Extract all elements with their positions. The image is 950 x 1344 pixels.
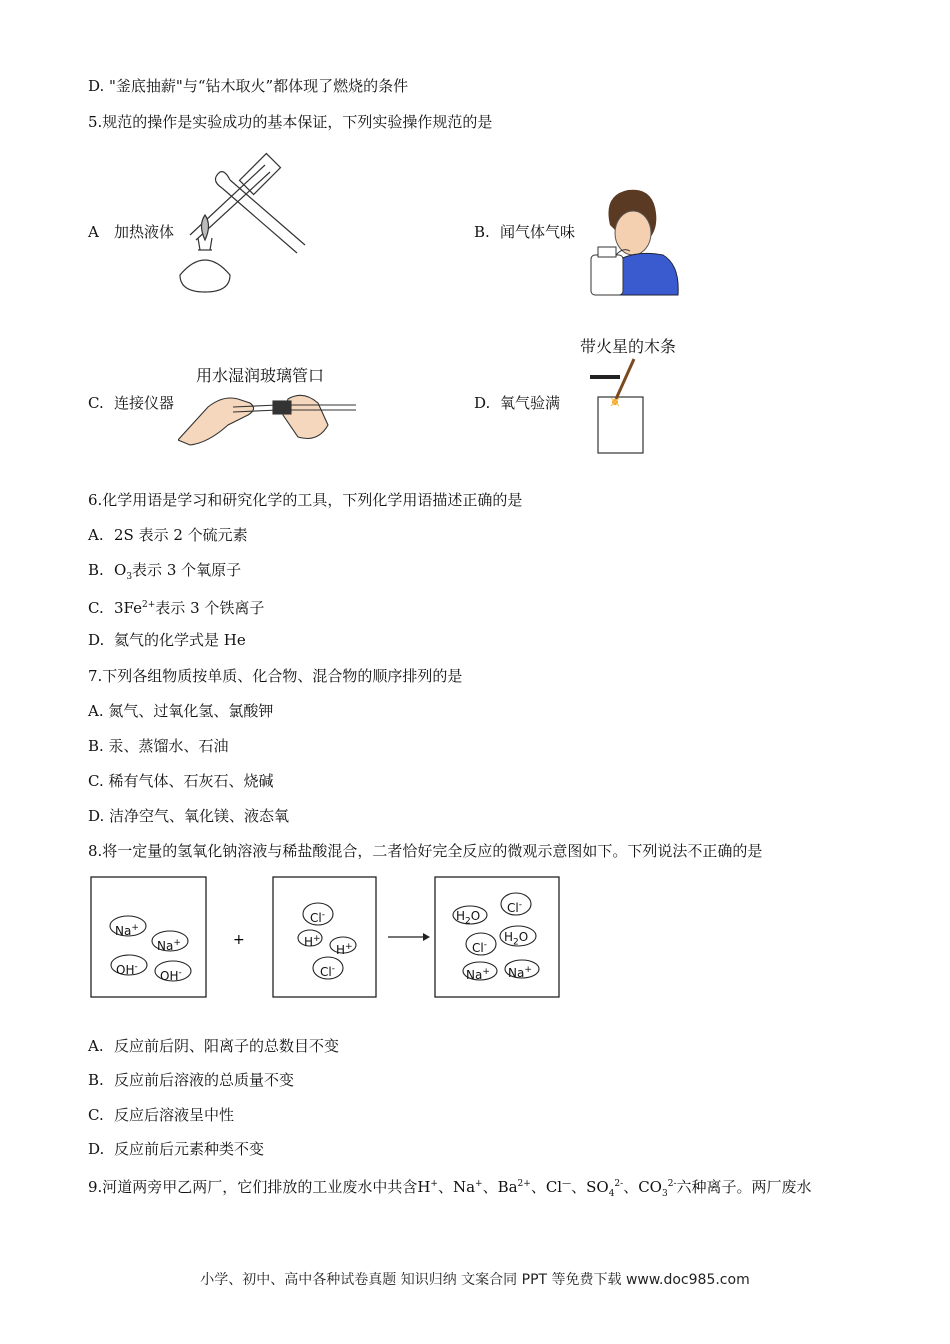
glowing-splint-caption: 带火星的木条 bbox=[580, 337, 677, 356]
option-letter: C. bbox=[88, 599, 104, 617]
option-letter: C. bbox=[88, 394, 104, 412]
ion-na: Na+ bbox=[466, 967, 490, 982]
option-text: 反应前后元素种类不变 bbox=[114, 1140, 265, 1158]
option-text: 连接仪器 bbox=[114, 394, 175, 412]
superscript: 2+ bbox=[142, 600, 156, 610]
option-text: 2S 表示 2 个硫元素 bbox=[114, 526, 248, 544]
q5-option-c bbox=[88, 393, 174, 413]
option-text: 反应前后溶液的总质量不变 bbox=[114, 1071, 295, 1089]
after-box bbox=[435, 877, 559, 997]
q8-option-b bbox=[88, 1070, 294, 1090]
q7-option-d: D. 洁净空气、氧化镁、液态氧 bbox=[88, 807, 290, 825]
option-text: 闻气体气味 bbox=[500, 223, 576, 241]
option-letter: A bbox=[88, 223, 99, 241]
option-letter: D. bbox=[474, 394, 491, 412]
option-text: 反应后溶液呈中性 bbox=[114, 1106, 235, 1124]
q6-option-a bbox=[88, 525, 248, 545]
molecule-h2o: $H_2O$ bbox=[456, 909, 481, 927]
option-text: 反应前后阴、阳离子的总数目不变 bbox=[114, 1037, 340, 1055]
before-box-naoh bbox=[91, 877, 206, 997]
formula: 3Fe bbox=[114, 599, 143, 617]
q6-option-c bbox=[88, 595, 264, 618]
q8-option-c bbox=[88, 1105, 234, 1125]
ion-na: Na+ bbox=[115, 923, 139, 938]
q7-option-b: B. 汞、蒸馏水、石油 bbox=[88, 737, 229, 755]
q6-option-b bbox=[88, 560, 241, 587]
subscript: 3 bbox=[126, 572, 133, 582]
option-text: 氧气验满 bbox=[500, 394, 561, 412]
smelling-gas-figure bbox=[588, 185, 683, 297]
ion-h: H+ bbox=[304, 934, 321, 949]
q5-option-d bbox=[474, 393, 560, 413]
option-text: 表示 3 个氧原子 bbox=[132, 561, 242, 579]
question-7-stem: 7.下列各组物质按单质、化合物、混合物的顺序排列的是 bbox=[88, 667, 463, 685]
q5-option-a bbox=[88, 222, 174, 242]
option-letter: D. bbox=[88, 1140, 105, 1158]
option-text: 氦气的化学式是 He bbox=[114, 631, 246, 649]
option-letter: A. bbox=[88, 526, 104, 544]
option-letter: A. bbox=[88, 1037, 104, 1055]
question-9-stem: 9.河道两旁甲乙两厂，它们排放的工业废水中共含H+、Na+、$Ba^{2+}$、Cl—、$SO_4^{2-}$、$CO_3^{2-}$六种离子。两厂废水 bbox=[88, 1178, 812, 1199]
ion-oh: OH- bbox=[116, 962, 138, 977]
question-6-stem: 6.化学用语是学习和研究化学的工具，下列化学用语描述正确的是 bbox=[88, 491, 523, 509]
connecting-apparatus-figure bbox=[178, 385, 358, 447]
q7-option-a: A. 氮气、过氧化氢、氯酸钾 bbox=[88, 702, 274, 720]
ion-na: Na+ bbox=[508, 965, 532, 980]
plus-sign: + bbox=[233, 932, 245, 948]
q8-option-a bbox=[88, 1036, 339, 1056]
formula: O bbox=[114, 561, 127, 579]
question-5-stem: 5.规范的操作是实验成功的基本保证，下列实验操作规范的是 bbox=[88, 113, 493, 131]
option-text: 表示 3 个铁离子 bbox=[155, 599, 265, 617]
ion-oh: OH- bbox=[160, 968, 182, 983]
oxygen-test-figure bbox=[586, 357, 651, 455]
heating-liquid-figure bbox=[170, 150, 320, 300]
ion-cl: Cl- bbox=[507, 900, 522, 915]
ion-na: Na+ bbox=[157, 938, 181, 953]
q8-option-d bbox=[88, 1139, 264, 1159]
option-text: 加热液体 bbox=[114, 223, 175, 241]
q6-option-d bbox=[88, 630, 246, 650]
q4-option-d: D. "釜底抽薪"与“钻木取火”都体现了燃烧的条件 bbox=[88, 77, 409, 95]
option-letter: B. bbox=[474, 223, 490, 241]
page-footer: 小学、初中、高中各种试卷真题 知识归纳 文案合同 PPT 等免费下载 www.doc985.com bbox=[200, 1272, 750, 1288]
option-letter: D. bbox=[88, 631, 105, 649]
q5-option-b bbox=[474, 222, 575, 242]
question-8-stem: 8.将一定量的氢氧化钠溶液与稀盐酸混合，二者恰好完全反应的微观示意图如下。下列说法不正确的是 bbox=[88, 842, 763, 860]
option-letter: B. bbox=[88, 1071, 104, 1089]
connect-apparatus-caption: 用水湿润玻璃管口 bbox=[196, 366, 325, 385]
molecule-h2o: $H_2O$ bbox=[504, 930, 529, 948]
ion-cl: Cl- bbox=[472, 940, 487, 955]
ion-cl: Cl- bbox=[320, 964, 335, 979]
option-letter: B. bbox=[88, 561, 104, 579]
ion-cl: Cl- bbox=[310, 910, 325, 925]
ion-h: H+ bbox=[336, 942, 353, 957]
q7-option-c: C. 稀有气体、石灰石、烧碱 bbox=[88, 772, 274, 790]
option-letter: C. bbox=[88, 1106, 104, 1124]
